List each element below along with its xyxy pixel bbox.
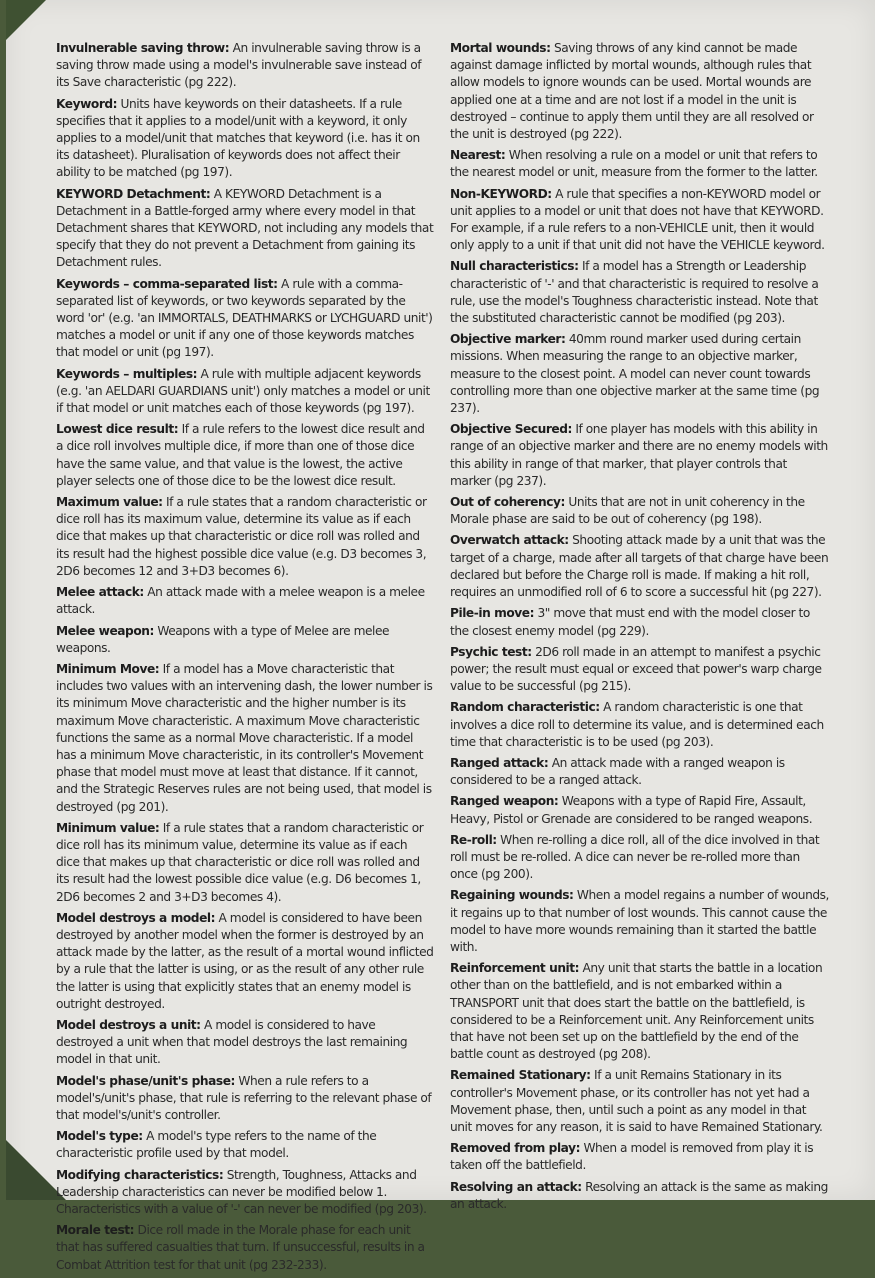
glossary-term: Modifying characteristics: bbox=[56, 1167, 224, 1182]
glossary-term: Model destroys a model: bbox=[56, 910, 216, 925]
glossary-entry bbox=[450, 755, 830, 789]
glossary-term: Mortal wounds: bbox=[450, 41, 551, 55]
glossary-term: Minimum Move: bbox=[56, 661, 160, 676]
glossary-definition: If a model has a Strength or Leadership characteristic of '-' and that characteristic is required to resolve a rule, use the model's Toughness characteristic instead. Note that the substituted characteristic cannot be modified (pg 203). bbox=[450, 259, 819, 326]
glossary-entry bbox=[56, 584, 434, 618]
glossary-definition: Strength, Toughness, Attacks and Leadership characteristics can never be modified below 1. Characteristics with a value of '-' can never be modified (pg 203). bbox=[56, 1167, 427, 1216]
glossary-entry bbox=[56, 1128, 434, 1162]
glossary-entry bbox=[450, 699, 830, 751]
glossary-definition: A rule with multiple adjacent keywords (e.g. 'an AELDARI GUARDIANS unit') only matches a model or unit if that model or unit matches each of those keywords (pg 197). bbox=[56, 366, 430, 416]
glossary-definition: A rule with a comma-separated list of keywords, or two keywords separated by the word 'or' (e.g. 'an IMMORTALS, DEATHMARKS or LYCHGUARD unit') matches a model or unit if any one of those keywords matches that model or unit (pg 197). bbox=[56, 276, 433, 360]
glossary-entry bbox=[56, 1017, 434, 1069]
glossary-definition: A model is considered to have destroyed a unit when that model destroys the last remaining model in that unit. bbox=[56, 1017, 408, 1067]
glossary-term: Melee weapon: bbox=[56, 623, 154, 638]
glossary-term: Null characteristics: bbox=[450, 259, 579, 274]
glossary-definition: Weapons with a type of Rapid Fire, Assault, Heavy, Pistol or Grenade are considered to be ranged weapons. bbox=[450, 794, 813, 826]
glossary-term: Overwatch attack: bbox=[450, 533, 569, 548]
glossary-definition: If one player has models with this ability in range of an objective marker and there are no enemy models with this ability in range of that marker, that player controls that marker (pg 237). bbox=[450, 422, 828, 488]
glossary-definition: Saving throws of any kind cannot be made against damage inflicted by mortal wounds, although rules that allow models to ignore wounds can be used. Mortal wounds are applied one at a time and are not lost if a model in the unit is destroyed – continue to apply them until they are all resolved or the unit is destroyed (pg 222). bbox=[450, 41, 814, 142]
glossary-entry bbox=[450, 1067, 830, 1136]
glossary-definition: When re-rolling a dice roll, all of the dice involved in that roll must be re-rolled. A dice can never be re-rolled more than once (pg 200). bbox=[450, 832, 820, 882]
glossary-entry bbox=[56, 820, 434, 906]
glossary-definition: If a rule states that a random characteristic or dice roll has its minimum value, determine its value as if each dice that makes up that characteristic or dice roll was rolled and its result had the lowest possible dice value (e.g. D6 becomes 1, 2D6 becomes 2 and 3+D3 becomes 4). bbox=[56, 820, 424, 904]
glossary-definition: An attack made with a melee weapon is a melee attack. bbox=[56, 585, 425, 617]
glossary-entry bbox=[56, 276, 434, 362]
glossary-definition: 40mm round marker used during certain missions. When measuring the range to an objective marker, measure to the closest point. A model can never count towards controlling more than one objective marker at the same time (pg 237). bbox=[450, 332, 820, 416]
glossary-definition: When a model regains a number of wounds, it regains up to that number of lost wounds. This cannot cause the model to have more wounds remaining than it started the battle with. bbox=[450, 888, 829, 954]
glossary-definition: Any unit that starts the battle in a location other than on the battlefield, and is not embarked within a TRANSPORT unit that does start the battle on the battlefield, is considered to be a Reinforcement unit. Any Reinforcement units that have not been set up on the battlefield by the end of the battle count as destroyed (pg 208). bbox=[450, 961, 823, 1062]
glossary-definition: Resolving an attack is the same as making an attack. bbox=[450, 1179, 828, 1211]
glossary-entry bbox=[56, 1167, 434, 1219]
glossary-entry bbox=[56, 1073, 434, 1125]
glossary-definition: A random characteristic is one that involves a dice roll to determine its value, and is determined each time that characteristic is to be used (pg 203). bbox=[450, 700, 824, 749]
glossary-term: Morale test: bbox=[56, 1223, 135, 1238]
glossary-definition: An attack made with a ranged weapon is considered to be a ranged attack. bbox=[450, 755, 785, 788]
glossary-definition: A KEYWORD Detachment is a Detachment in a Battle-forged army where every model in that Detachment shares that KEYWORD, not including any models that specify that they do not prevent a Detachment from gaining its Detachment rules. bbox=[56, 186, 434, 270]
glossary-term: Regaining wounds: bbox=[450, 888, 574, 903]
glossary-term: Reinforcement unit: bbox=[450, 961, 580, 976]
glossary-term: Model's type: bbox=[56, 1129, 143, 1144]
glossary-term: Lowest dice result: bbox=[56, 422, 179, 437]
glossary-term: Keyword: bbox=[56, 96, 118, 111]
glossary-definition: A model is considered to have been destroyed by another model when the former is destroyed by an attack made by the latter, as the result of a mortal wound inflicted by a rule that the latter is using, or as the result of any other rule the latter is using that explicitly states that an enemy model is outright destroyed. bbox=[56, 910, 434, 1011]
glossary-term: Objective Secured: bbox=[450, 422, 572, 437]
glossary-entry bbox=[450, 494, 830, 528]
glossary-term: Model's phase/unit's phase: bbox=[56, 1073, 235, 1088]
glossary-term: Ranged attack: bbox=[450, 755, 549, 770]
glossary-term: Re-roll: bbox=[450, 832, 497, 847]
glossary-entry bbox=[56, 623, 434, 657]
glossary-definition: When a rule refers to a model's/unit's phase, that rule is referring to the relevant phase of that model's/unit's controller. bbox=[56, 1073, 432, 1122]
glossary-entry bbox=[450, 832, 830, 884]
glossary-entry bbox=[450, 1179, 830, 1213]
glossary-entry bbox=[450, 644, 830, 696]
glossary-term: Minimum value: bbox=[56, 820, 160, 835]
glossary-entry bbox=[56, 421, 434, 490]
glossary-definition: A rule that specifies a non-KEYWORD model or unit applies to a model or unit that does not have that KEYWORD. For example, if a rule refers to a non-VEHICLE unit, then it would only apply to a unit if that unit did not have the VEHICLE keyword. bbox=[450, 186, 825, 253]
glossary-definition: When resolving a rule on a model or unit that refers to the nearest model or unit, measure from the former to the latter. bbox=[450, 148, 818, 180]
right-column bbox=[450, 40, 830, 1217]
glossary-definition: If a unit Remains Stationary in its controller's Movement phase, or its controller has not yet had a Movement phase, then, until such a point as any model in that unit moves for any reason, it is said to have Remained Stationary. bbox=[450, 1068, 823, 1134]
glossary-term: Model destroys a unit: bbox=[56, 1017, 201, 1032]
glossary-entry bbox=[450, 532, 830, 601]
glossary-definition: Units have keywords on their datasheets. If a rule specifies that it applies to a model/unit with a keyword, it only applies to a model/unit that matches that keyword (i.e. has it on its datasheet). Pluralisation of keywords does not affect their ability to be matched (pg 197). bbox=[56, 96, 420, 180]
glossary-definition: Shooting attack made by a unit that was the target of a charge, made after all targets of that charge have been declared but before the Charge roll is made. If making a hit roll, requires an unmodified roll of 6 to score a successful hit (pg 227). bbox=[450, 533, 829, 600]
glossary-entry bbox=[56, 366, 434, 418]
glossary-entry bbox=[450, 1140, 830, 1174]
glossary-term: Random characteristic: bbox=[450, 700, 600, 715]
glossary-definition: A model's type refers to the name of the characteristic profile used by that model. bbox=[56, 1129, 377, 1161]
glossary-term: Melee attack: bbox=[56, 585, 144, 600]
glossary-entry bbox=[450, 147, 830, 181]
glossary-entry bbox=[450, 331, 830, 417]
glossary-term: Keywords – comma-separated list: bbox=[56, 276, 278, 291]
glossary-entry bbox=[450, 960, 830, 1063]
glossary-entry bbox=[450, 40, 830, 143]
glossary-entry bbox=[450, 887, 830, 956]
glossary-entry bbox=[450, 421, 830, 490]
glossary-entry bbox=[56, 910, 434, 1013]
glossary-term: Keywords – multiples: bbox=[56, 366, 198, 381]
glossary-term: Nearest: bbox=[450, 148, 506, 163]
glossary-entry bbox=[450, 793, 830, 827]
glossary-definition: If a model has a Move characteristic that includes two values with an intervening dash, the lower number is its minimum Move characteristic and the higher number is its maximum Move characteristic. A maximum Move characteristic functions the same as a normal Move characteristic. If a model has a minimum Move characteristic, in its controller's Movement phase that model must move at least that distance. If it cannot, and the Strategic Reserves rules are not being used, that model is destroyed (pg 201). bbox=[56, 661, 433, 814]
background-corner-top bbox=[6, 0, 46, 40]
glossary-definition: If a rule states that a random characteristic or dice roll has its maximum value, determine its value as if each dice that makes up that characteristic or dice roll was rolled and its result had the highest possible dice value (e.g. D3 becomes 3, 2D6 becomes 12 and 3+D3 becomes 6). bbox=[56, 495, 427, 578]
glossary-entry bbox=[56, 661, 434, 816]
glossary-term: Invulnerable saving throw: bbox=[56, 41, 230, 55]
glossary-term: Maximum value: bbox=[56, 495, 163, 510]
glossary-entry bbox=[56, 494, 434, 580]
glossary-definition: Weapons with a type of Melee are melee weapons. bbox=[56, 623, 390, 655]
glossary-definition: If a rule refers to the lowest dice result and a dice roll involves multiple dice, if more than one of those dice have the same value, and that value is the lowest, the active player selects one of those dice to be the lowest dice result. bbox=[56, 422, 425, 488]
glossary-entry bbox=[450, 605, 830, 639]
glossary-entry bbox=[56, 96, 434, 182]
glossary-definition: 2D6 roll made in an attempt to manifest a psychic power; the result must equal or exceed that power's warp charge value to be successful (pg 215). bbox=[450, 644, 822, 694]
glossary-definition: 3" move that must end with the model closer to the closest enemy model (pg 229). bbox=[450, 606, 810, 638]
glossary-term: KEYWORD Detachment: bbox=[56, 186, 211, 201]
glossary-definition: Dice roll made in the Morale phase for each unit that has suffered casualties that turn. If unsuccessful, results in a Combat Attrition test for that unit (pg 232-233). bbox=[56, 1223, 425, 1272]
glossary-term: Out of coherency: bbox=[450, 495, 565, 510]
glossary-term: Removed from play: bbox=[450, 1141, 580, 1156]
glossary-definition: An invulnerable saving throw is a saving throw made using a model's invulnerable save instead of its Save characteristic (pg 222). bbox=[56, 41, 422, 90]
left-column bbox=[56, 40, 434, 1278]
glossary-entry bbox=[450, 186, 830, 255]
glossary-term: Pile-in move: bbox=[450, 606, 535, 621]
rulebook-page bbox=[6, 0, 875, 1272]
glossary-definition: When a model is removed from play it is taken off the battlefield. bbox=[450, 1141, 814, 1173]
glossary-term: Non-KEYWORD: bbox=[450, 186, 552, 201]
glossary-term: Objective marker: bbox=[450, 332, 566, 347]
glossary-term: Psychic test: bbox=[450, 644, 532, 659]
glossary-definition: Units that are not in unit coherency in the Morale phase are said to be out of coherency (pg 198). bbox=[450, 495, 805, 527]
glossary-entry bbox=[56, 40, 434, 92]
glossary-entry bbox=[56, 1222, 434, 1274]
glossary-term: Ranged weapon: bbox=[450, 794, 559, 809]
glossary-entry bbox=[450, 258, 830, 327]
glossary-term: Resolving an attack: bbox=[450, 1179, 582, 1194]
glossary-term: Remained Stationary: bbox=[450, 1068, 591, 1083]
glossary-entry bbox=[56, 186, 434, 272]
